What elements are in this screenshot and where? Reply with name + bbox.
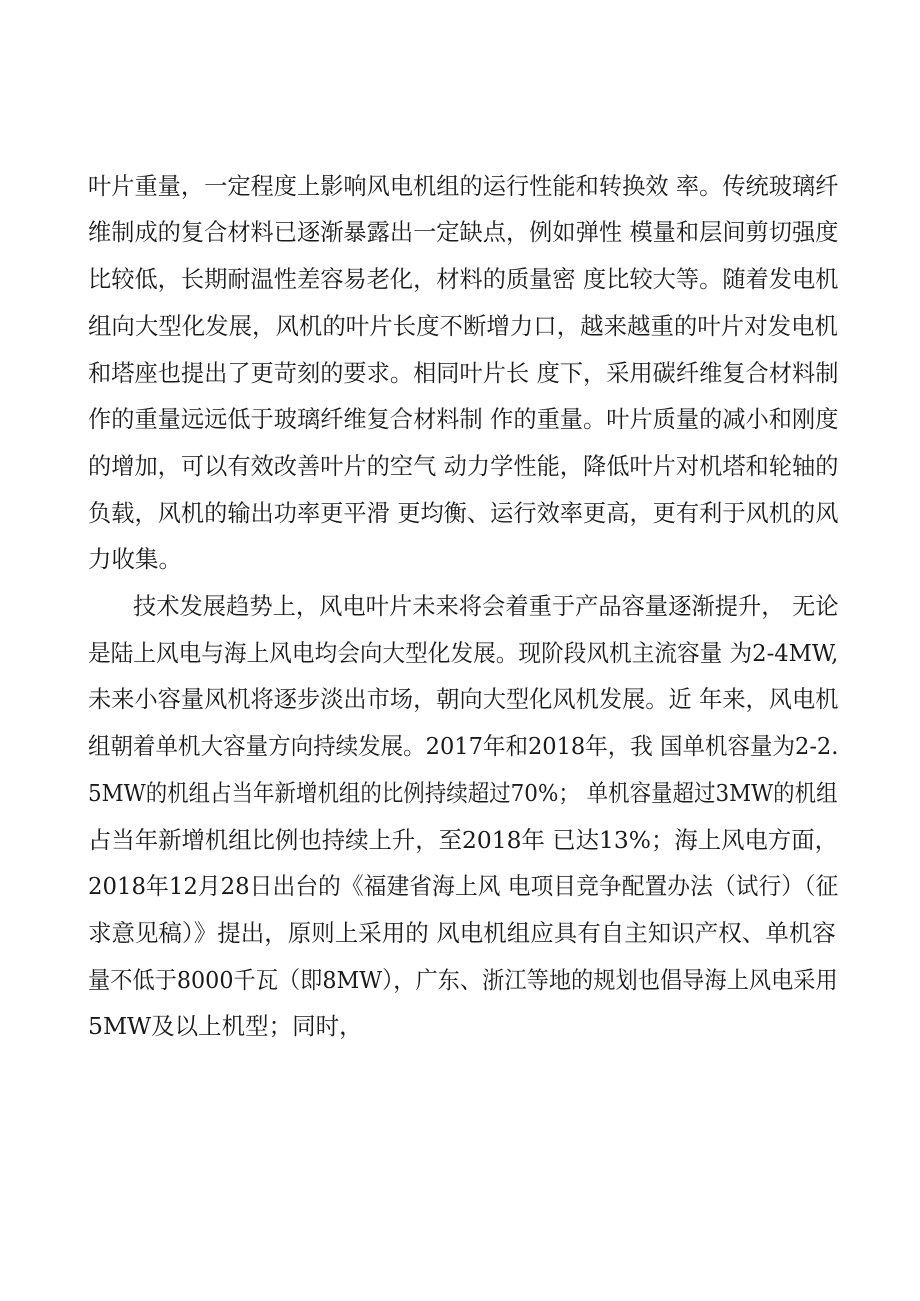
text-line-12: 未来小容量风机将逐步淡出市场，朝向大型化风机发展。近 年来，风电机	[88, 685, 839, 713]
text-line-2: 维制成的复合材料已逐渐暴露出一定缺点，例如弹性 模量和层间剪切强度	[88, 218, 839, 246]
text-line-5: 和塔座也提出了更苛刻的要求。相同叶片长 度下，采用碳纤维复合材料制	[88, 359, 839, 387]
text-line-14: 5MW的机组占当年新增机组的比例持续超过70%； 单机容量超过3MW的机组	[88, 779, 838, 807]
text-line-10: 技术发展趋势上，风电叶片未来将会着重于产品容量逐渐提升， 无论	[133, 592, 839, 620]
paragraph-2-line-1: 是陆上风电与海上风电均会向大型化发展。现阶段风机主流容量 为2-4MW,	[88, 639, 839, 667]
text-line-18: 量不低于8000千瓦（即8MW），广东、浙江等地的规划也倡导海上风电采用	[88, 966, 838, 994]
text-line-8: 负载，风机的输出功率更平滑 更均衡、运行效率更高，更有利于风机的风	[88, 499, 839, 527]
text-line-17: 求意见稿）》提出，原则上采用的 风电机组应具有自主知识产权、单机容	[88, 919, 836, 947]
text-line-19: 5MW及以上机型；同时，	[88, 1012, 363, 1040]
text-line-1: 叶片重量，一定程度上影响风电机组的运行性能和转换效 率。传统玻璃纤	[88, 172, 839, 200]
text-line-7: 的增加，可以有效改善叶片的空气 动力学性能，降低叶片对机塔和轮轴的	[88, 452, 839, 480]
text-line-9: 力收集。	[88, 545, 182, 573]
text-line-15: 占当年新增机组比例也持续上升，至2018年 已达13%；海上风电方面，	[88, 826, 839, 854]
text-line-16: 2018年12月28日出台的《福建省海上风 电项目竞争配置办法（试行）（征	[88, 872, 839, 900]
text-line-6: 作的重量远远低于玻璃纤维复合材料制 作的重量。叶片质量的减小和刚度	[88, 405, 839, 433]
text-line-3: 比较低，长期耐温性差容易老化，材料的质量密 度比较大等。随着发电机	[88, 265, 839, 293]
text-line-4: 组向大型化发展，风机的叶片长度不断增力口，越来越重的叶片对发电机	[88, 312, 838, 340]
text-line-13: 组朝着单机大容量方向持续发展。2017年和2018年，我 国单机容量为2-2.	[88, 732, 839, 760]
